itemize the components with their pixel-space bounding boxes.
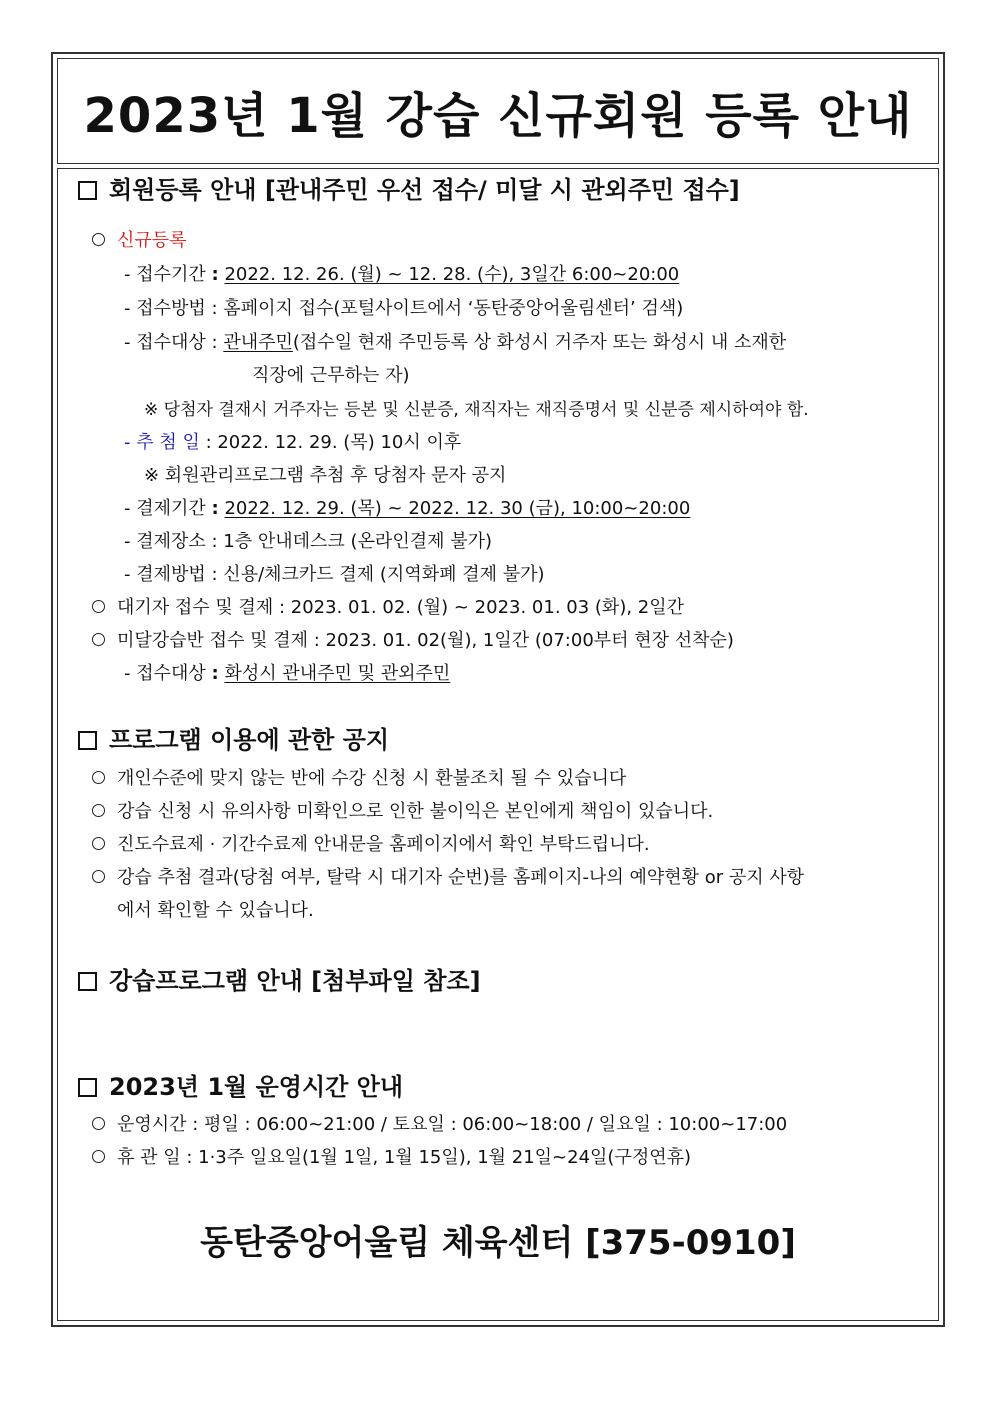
unfilled-target-label: 접수대상 [136, 663, 206, 684]
dash-bullet: - [124, 531, 137, 552]
pay-method-label: 결제방법 [136, 564, 206, 585]
target-value-underlined: 관내주민 [223, 332, 293, 353]
dash-bullet: - [124, 432, 137, 453]
target-row [124, 331, 786, 355]
target-label: 접수대상 [136, 332, 206, 353]
period-sep: : [211, 264, 219, 285]
circle-bullet-icon [92, 771, 105, 784]
checkbox-square-icon [78, 972, 97, 991]
unfilled-target-sep: : [211, 663, 219, 684]
dash-bullet: - [124, 564, 137, 585]
period-row [124, 263, 679, 287]
checkbox-square-icon [78, 181, 97, 200]
target-value-line2: 직장에 근무하는 자) [252, 365, 410, 386]
pay-period-value: 2022. 12. 29. (목) ~ 2022. 12. 30 (금), 10:00~20:00 [224, 498, 691, 519]
notice-text: 개인수준에 맞지 않는 반에 수강 신청 시 환불조치 될 수 있습니다 [117, 768, 627, 789]
circle-bullet-icon [92, 837, 105, 850]
pay-period-row [124, 497, 690, 521]
unfilled-row [92, 629, 734, 653]
section1-heading-row [78, 175, 740, 205]
dash-bullet: - [124, 332, 137, 353]
section3-heading-row [78, 966, 481, 996]
title-box [57, 58, 939, 164]
pay-place-label: 결제장소 [136, 531, 206, 552]
notice-item-continuation: 에서 확인할 수 있습니다. [117, 900, 314, 921]
note-draw-sms: ※ 회원관리프로그램 추첨 후 당첨자 문자 공지 [144, 465, 507, 486]
new-registration-row [92, 229, 187, 253]
notice-item [92, 866, 804, 890]
hours-text: 운영시간 : 평일 : 06:00~21:00 / 토요일 : 06:00~18:00 / 일요일 : 10:00~17:00 [117, 1114, 788, 1135]
section4-heading-row [78, 1072, 403, 1102]
notice-text: 강습 추첨 결과(당첨 여부, 탈락 시 대기자 순번)를 홈페이지-나의 예약현황 or 공지 사항 [117, 867, 805, 888]
circle-bullet-icon [92, 870, 105, 883]
circle-bullet-icon [92, 233, 105, 246]
dash-bullet: - [124, 663, 137, 684]
notice-text: 강습 신청 시 유의사항 미확인으로 인한 불이익은 본인에게 책임이 있습니다. [117, 801, 714, 822]
dash-bullet: - [124, 298, 137, 319]
closed-days-text: 휴 관 일 : 1·3주 일요일(1월 1일, 1월 15일), 1월 21일~24일(구정연휴) [117, 1147, 692, 1168]
section2-heading: 프로그램 이용에 관한 공지 [109, 726, 390, 754]
draw-label: 추 첨 일 [136, 432, 200, 453]
notice-text: 진도수료제 · 기간수료제 안내문을 홈페이지에서 확인 부탁드립니다. [117, 834, 650, 855]
pay-method-value: : 신용/체크카드 결제 (지역화폐 결제 불가) [211, 564, 545, 585]
section4-heading: 2023년 1월 운영시간 안내 [109, 1073, 404, 1101]
pay-place-row [124, 530, 492, 554]
waitlist-row [92, 596, 684, 620]
content-box [57, 168, 939, 1321]
circle-bullet-icon [92, 804, 105, 817]
new-registration-label: 신규등록 [117, 230, 187, 251]
pay-period-label: 결제기간 [136, 498, 206, 519]
footer-center-contact: 동탄중앙어울림 체육센터 [375-0910] [200, 1223, 796, 1263]
pay-method-row [124, 563, 545, 587]
section1-heading: 회원등록 안내 [관내주민 우선 접수/ 미달 시 관외주민 접수] [109, 176, 740, 204]
pay-period-sep: : [211, 498, 219, 519]
draw-row [124, 431, 461, 455]
hours-row [92, 1113, 787, 1137]
circle-bullet-icon [92, 633, 105, 646]
target-value-rest: (접수일 현재 주민등록 상 화성시 거주자 또는 화성시 내 소재한 [292, 332, 787, 353]
target-sep: : [211, 332, 218, 353]
notice-item [92, 833, 650, 857]
method-value: : 홈페이지 접수(포털사이트에서 ‘동탄중앙어울림센터’ 검색) [211, 298, 684, 319]
period-label: 접수기간 [136, 264, 206, 285]
unfilled-target-row [124, 662, 450, 686]
page-title: 2023년 1월 강습 신규회원 등록 안내 [83, 87, 913, 144]
circle-bullet-icon [92, 600, 105, 613]
note-winner-documents: ※ 당첨자 결재시 거주자는 등본 및 신분증, 재직자는 재직증명서 및 신분증 제시하여야 함. [144, 400, 809, 420]
method-label: 접수방법 [136, 298, 206, 319]
notice-item [92, 800, 713, 824]
checkbox-square-icon [78, 731, 97, 750]
circle-bullet-icon [92, 1150, 105, 1163]
section2-heading-row [78, 725, 389, 755]
pay-place-value: : 1층 안내데스크 (온라인결제 불가) [211, 531, 493, 552]
method-row [124, 297, 683, 321]
period-value: 2022. 12. 26. (월) ~ 12. 28. (수), 3일간 6:00~20:00 [224, 264, 680, 285]
circle-bullet-icon [92, 1117, 105, 1130]
document-frame [51, 52, 945, 1327]
notice-item [92, 767, 626, 791]
closed-days-row [92, 1146, 691, 1170]
waitlist-text: 대기자 접수 및 결제 : 2023. 01. 02. (월) ~ 2023. 01. 03 (화), 2일간 [117, 597, 685, 618]
unfilled-target-value: 화성시 관내주민 및 관외주민 [224, 663, 451, 684]
dash-bullet: - [124, 498, 137, 519]
section3-heading: 강습프로그램 안내 [첨부파일 참조] [109, 967, 481, 995]
unfilled-text: 미달강습반 접수 및 결제 : 2023. 01. 02(월), 1일간 (07:00부터 현장 선착순) [117, 630, 734, 651]
checkbox-square-icon [78, 1078, 97, 1097]
dash-bullet: - [124, 264, 137, 285]
draw-value: : 2022. 12. 29. (목) 10시 이후 [205, 432, 462, 453]
